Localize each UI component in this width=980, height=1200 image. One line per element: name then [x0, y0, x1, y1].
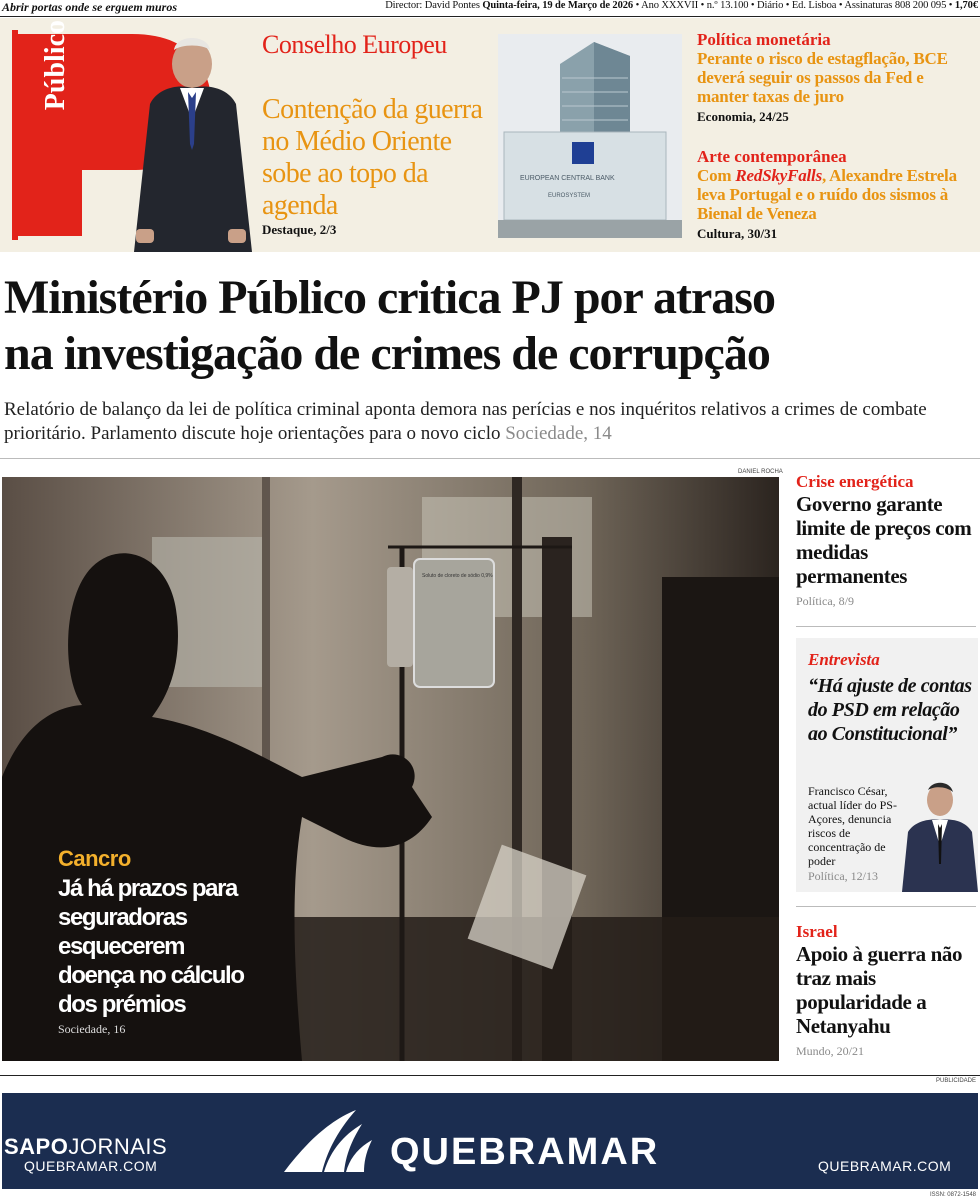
issue-details: • Ano XXXVII • n.º 13.100 • Diário • Ed. Lisboa • Assinaturas 808 200 095 •	[635, 0, 953, 11]
tagline: Abrir portas onde se erguem muros	[2, 0, 178, 14]
story-ref: Política, 8/9	[796, 594, 854, 608]
price: 1,70€	[954, 0, 978, 11]
quebramar-brand: QUEBRAMAR	[390, 1131, 660, 1173]
side-story-ref: Economia, 24/25	[697, 109, 789, 124]
side-story-ref: Cultura, 30/31	[697, 226, 778, 241]
issn: ISSN: 0872-1548	[929, 1192, 976, 1198]
ecb-sign-text: EUROPEAN CENTRAL BANK	[520, 175, 615, 182]
side-story-kicker: Arte contemporânea	[697, 147, 847, 166]
photo-credit: DANIEL ROCHA	[738, 469, 783, 475]
cancro-ref: Sociedade, 16	[58, 1022, 126, 1036]
side-story-monetary[interactable]	[697, 30, 977, 126]
side-story-art[interactable]	[697, 147, 977, 243]
ad-url-right[interactable]: QUEBRAMAR.COM	[818, 1158, 952, 1174]
story-kicker: Israel	[796, 922, 838, 941]
main-subhead: Relatório de balanço da lei de política criminal aponta demora nas perícias e nos inquéritos relativos a crimes de combate prioritário. Parlamento discute hoje orientações para o novo ciclo Sociedade, 14	[4, 399, 927, 444]
interview-description: Francisco César, actual líder do PS-Açores, denuncia riscos de concentração de poder	[808, 784, 897, 868]
ad-url-left[interactable]: QUEBRAMAR.COM	[24, 1158, 158, 1174]
section-rule	[0, 458, 980, 459]
side-story-headline: Com RedSkyFalls, Alexandre Estrela leva Portugal e o ruído dos sismos à Bienal de Veneza	[697, 166, 957, 223]
advertising-label: PUBLICIDADE	[935, 1078, 976, 1084]
lead-kicker[interactable]: Conselho Europeu	[262, 30, 447, 59]
main-ref: Sociedade, 14	[505, 423, 612, 444]
story-headline: Governo garante limite de preços com medidas permanentes	[796, 492, 972, 588]
publication-info	[385, 0, 978, 11]
interview-quote[interactable]: “Há ajuste de contas do PSD em relação ao Constitucional”	[808, 675, 972, 745]
iv-bag-label: Soluto de cloreto de sódio 0,9%	[422, 573, 493, 579]
ecb-building-photo	[498, 34, 682, 238]
quebramar-logo-icon	[282, 1108, 374, 1174]
cancro-headline[interactable]: Já há prazos para seguradoras esquecerem doença no cálculo dos prémios	[58, 875, 244, 1018]
interview-ref: Política, 12/13	[808, 869, 878, 883]
issue-date: Quinta-feira, 19 de Março de 2026	[482, 0, 634, 11]
politician-photo	[130, 24, 255, 252]
lead-headline[interactable]: Contenção da guerra no Médio Oriente sobe ao topo da agenda	[262, 94, 483, 221]
sapo-jornais-logo: SAPOJORNAIS	[4, 1134, 168, 1159]
top-rule	[0, 16, 980, 17]
energy-story[interactable]	[796, 472, 976, 609]
interview-kicker: Entrevista	[808, 650, 880, 669]
interviewee-photo	[898, 776, 978, 892]
column-rule	[796, 626, 976, 627]
side-story-headline: Perante o risco de estagflação, BCE deverá seguir os passos da Fed e manter taxas de juro	[697, 49, 948, 106]
logo-wordmark: Público	[40, 20, 71, 111]
cancro-kicker[interactable]: Cancro	[58, 846, 131, 871]
column-rule	[796, 906, 976, 907]
story-kicker: Crise energética	[796, 472, 914, 491]
lead-ref: Destaque, 2/3	[262, 222, 337, 237]
story-ref: Mundo, 20/21	[796, 1044, 865, 1058]
artwork-title: RedSkyFalls	[735, 166, 822, 185]
director: Director: David Pontes	[385, 0, 480, 11]
ad-rule	[0, 1075, 980, 1076]
israel-story[interactable]	[796, 922, 976, 1059]
main-headline[interactable]: Ministério Público critica PJ por atraso na investigação de crimes de corrupção	[4, 271, 775, 380]
side-story-kicker: Política monetária	[697, 30, 831, 49]
story-headline: Apoio à guerra não traz mais popularidade a Netanyahu	[796, 942, 963, 1038]
eurosystem-sign-text: EUROSYSTEM	[548, 193, 591, 199]
